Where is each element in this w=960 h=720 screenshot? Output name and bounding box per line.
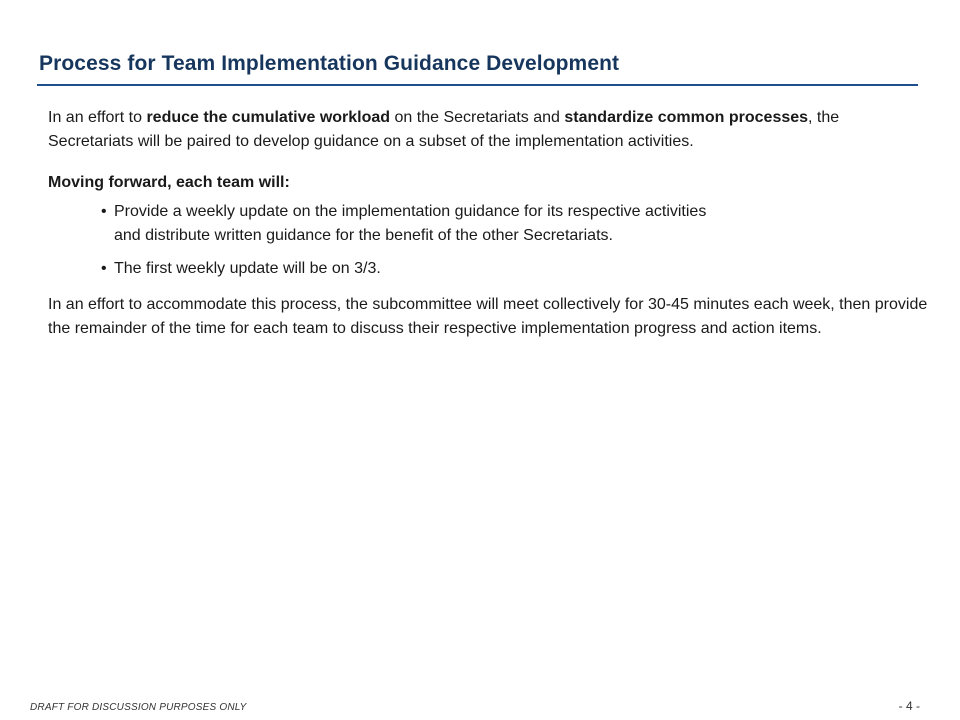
bullet-list — [48, 200, 928, 281]
bullet-1-line-2: and distribute written guidance for the benefit of the other Secretariats. — [114, 227, 613, 244]
bullet-item-weekly-update — [101, 200, 928, 248]
intro-bold-workload: reduce the cumulative workload — [146, 109, 391, 126]
draft-footer-note: DRAFT FOR DISCUSSION PURPOSES ONLY — [30, 702, 247, 713]
intro-text-1: In an effort to — [48, 109, 147, 126]
bullet-1-line-1: Provide a weekly update on the implementation guidance for its respective activities — [114, 203, 707, 220]
title-divider — [37, 84, 918, 86]
slide-title: Process for Team Implementation Guidance Development — [39, 52, 620, 75]
subheading: Moving forward, each team will: — [48, 174, 290, 191]
intro-paragraph — [48, 106, 928, 154]
closing-paragraph: In an effort to accommodate this process, the subcommittee will meet collectively for 30-45 minutes each week, then provide the remainder of the time for each team to discuss their respective implementation progress and action items. — [48, 296, 928, 337]
bullet-dot-icon: • — [101, 203, 107, 220]
page-number: - 4 - — [898, 699, 920, 713]
intro-bold-standardize: standardize common processes — [564, 109, 809, 126]
intro-text-2: on the Secretariats and — [390, 109, 565, 126]
bullet-dot-icon: • — [101, 260, 107, 277]
bullet-2-line-1: The first weekly update will be on 3/3. — [114, 260, 381, 277]
intro-text-3: , the Secretariats will be paired to develop guidance on a subset of the implementation activities. — [48, 109, 840, 150]
bullet-item-first-update — [101, 257, 928, 281]
slide-body — [48, 106, 928, 341]
